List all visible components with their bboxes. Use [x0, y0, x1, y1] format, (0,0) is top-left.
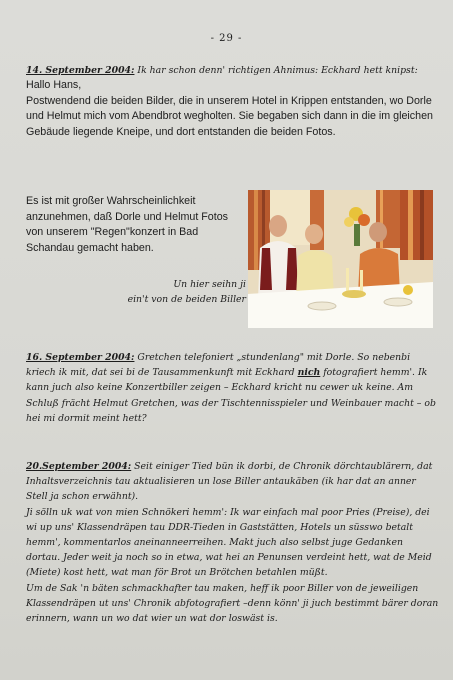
letter-body: Postwendend die beiden Bilder, die in unserem Hotel in Krippen entstanden, wo Dorle und Helmut mich vom Abendbrot wegholten. Sie begaben sich dann in die im gleichen Gebäude liegende Kneipe, und dort entstanden die beiden Fotos. — [26, 94, 433, 138]
entry-text: Seit einiger Tied bün ik dorbi, de Chronik dörchtaublärern, dat Inhaltsverzeichnis tau aktualisieren un lose Biller antaukäben (ik har dat an anner Stell ja schon erwähnt). — [26, 461, 433, 503]
page-number: - 29 - — [210, 33, 243, 44]
photo-caption — [126, 277, 246, 307]
entry-date: 14. September 2004: — [26, 65, 135, 76]
entry-paragraph: Ji sölln uk wat von mien Schnökeri hemm': Ik war einfach mal poor Pries (Preise), dei wi up uns' Klassendräpen tau DDR-Tieden in Gaststätten, Hotels un süsswo betalt hemm', kommentarlos aneinanneerreihen. Makt juch also selbst juge Gedanken dortau. Jeder weit ja noch so in etwa, wat hei an Penunsen verdeint hett, wat de Meid (Miete) kost hett, wat man för Brot un Brötchen betahlen müßt. — [26, 506, 432, 579]
photo-caption-line: Un hier seihn ji — [173, 279, 246, 290]
photo-caption-line: ein't von de beiden Biller — [127, 294, 246, 305]
entry-20-september — [26, 459, 440, 626]
entry-heading-text: Ik har schon denn' richtigen Ahnimus: Eckhard hett knipst: — [134, 65, 418, 76]
entry-date: 16. September 2004: — [26, 352, 135, 363]
entry-14-september — [26, 63, 436, 140]
entry-paragraph — [26, 459, 440, 505]
entry-paragraph: Um de Sak 'n bäten schmackhafter tau maken, heff ik poor Biller von de jeweiligen Klassendräpen ut uns' Chronik abfotografiert –denn könn' ji juch bestimmt bärer doran erinnern, wann un wo dat wier un wat dor loswäst is. — [26, 582, 439, 625]
entry-16-september — [26, 350, 438, 426]
photo-note-text: Es ist mit großer Wahrscheinlichkeit anzunehmen, daß Dorle und Helmut Fotos von unserem "Regen"konzert in Bad Schandau gemacht haben. — [26, 195, 228, 254]
photo-three-people-at-table-icon — [248, 190, 433, 328]
entry-text: Gretchen telefoniert „stundenlang" mit Dorle. So nebenbi kriech ik mit, dat sei bi de Tausammenkunft mit Eckhard — [26, 352, 411, 379]
entry-date: 20.September 2004: — [26, 461, 132, 472]
entry-paragraph — [26, 350, 438, 426]
entry-heading — [26, 63, 436, 78]
emphasized-word: nich — [297, 367, 321, 379]
photo-note — [26, 194, 241, 256]
letter-greeting: Hallo Hans, — [26, 79, 82, 92]
entry-text: fotografiert hemm'. Ik kann juch also keine Konzertbiller zeigen – Eckhard kricht nu cewer uk keine. Am Schluß frächt Helmut Gretchen, was der Tischtennisspieler und Weinbauer macht – ob hei mi dormit meint hett? — [26, 367, 436, 424]
restaurant-photo — [248, 190, 433, 328]
